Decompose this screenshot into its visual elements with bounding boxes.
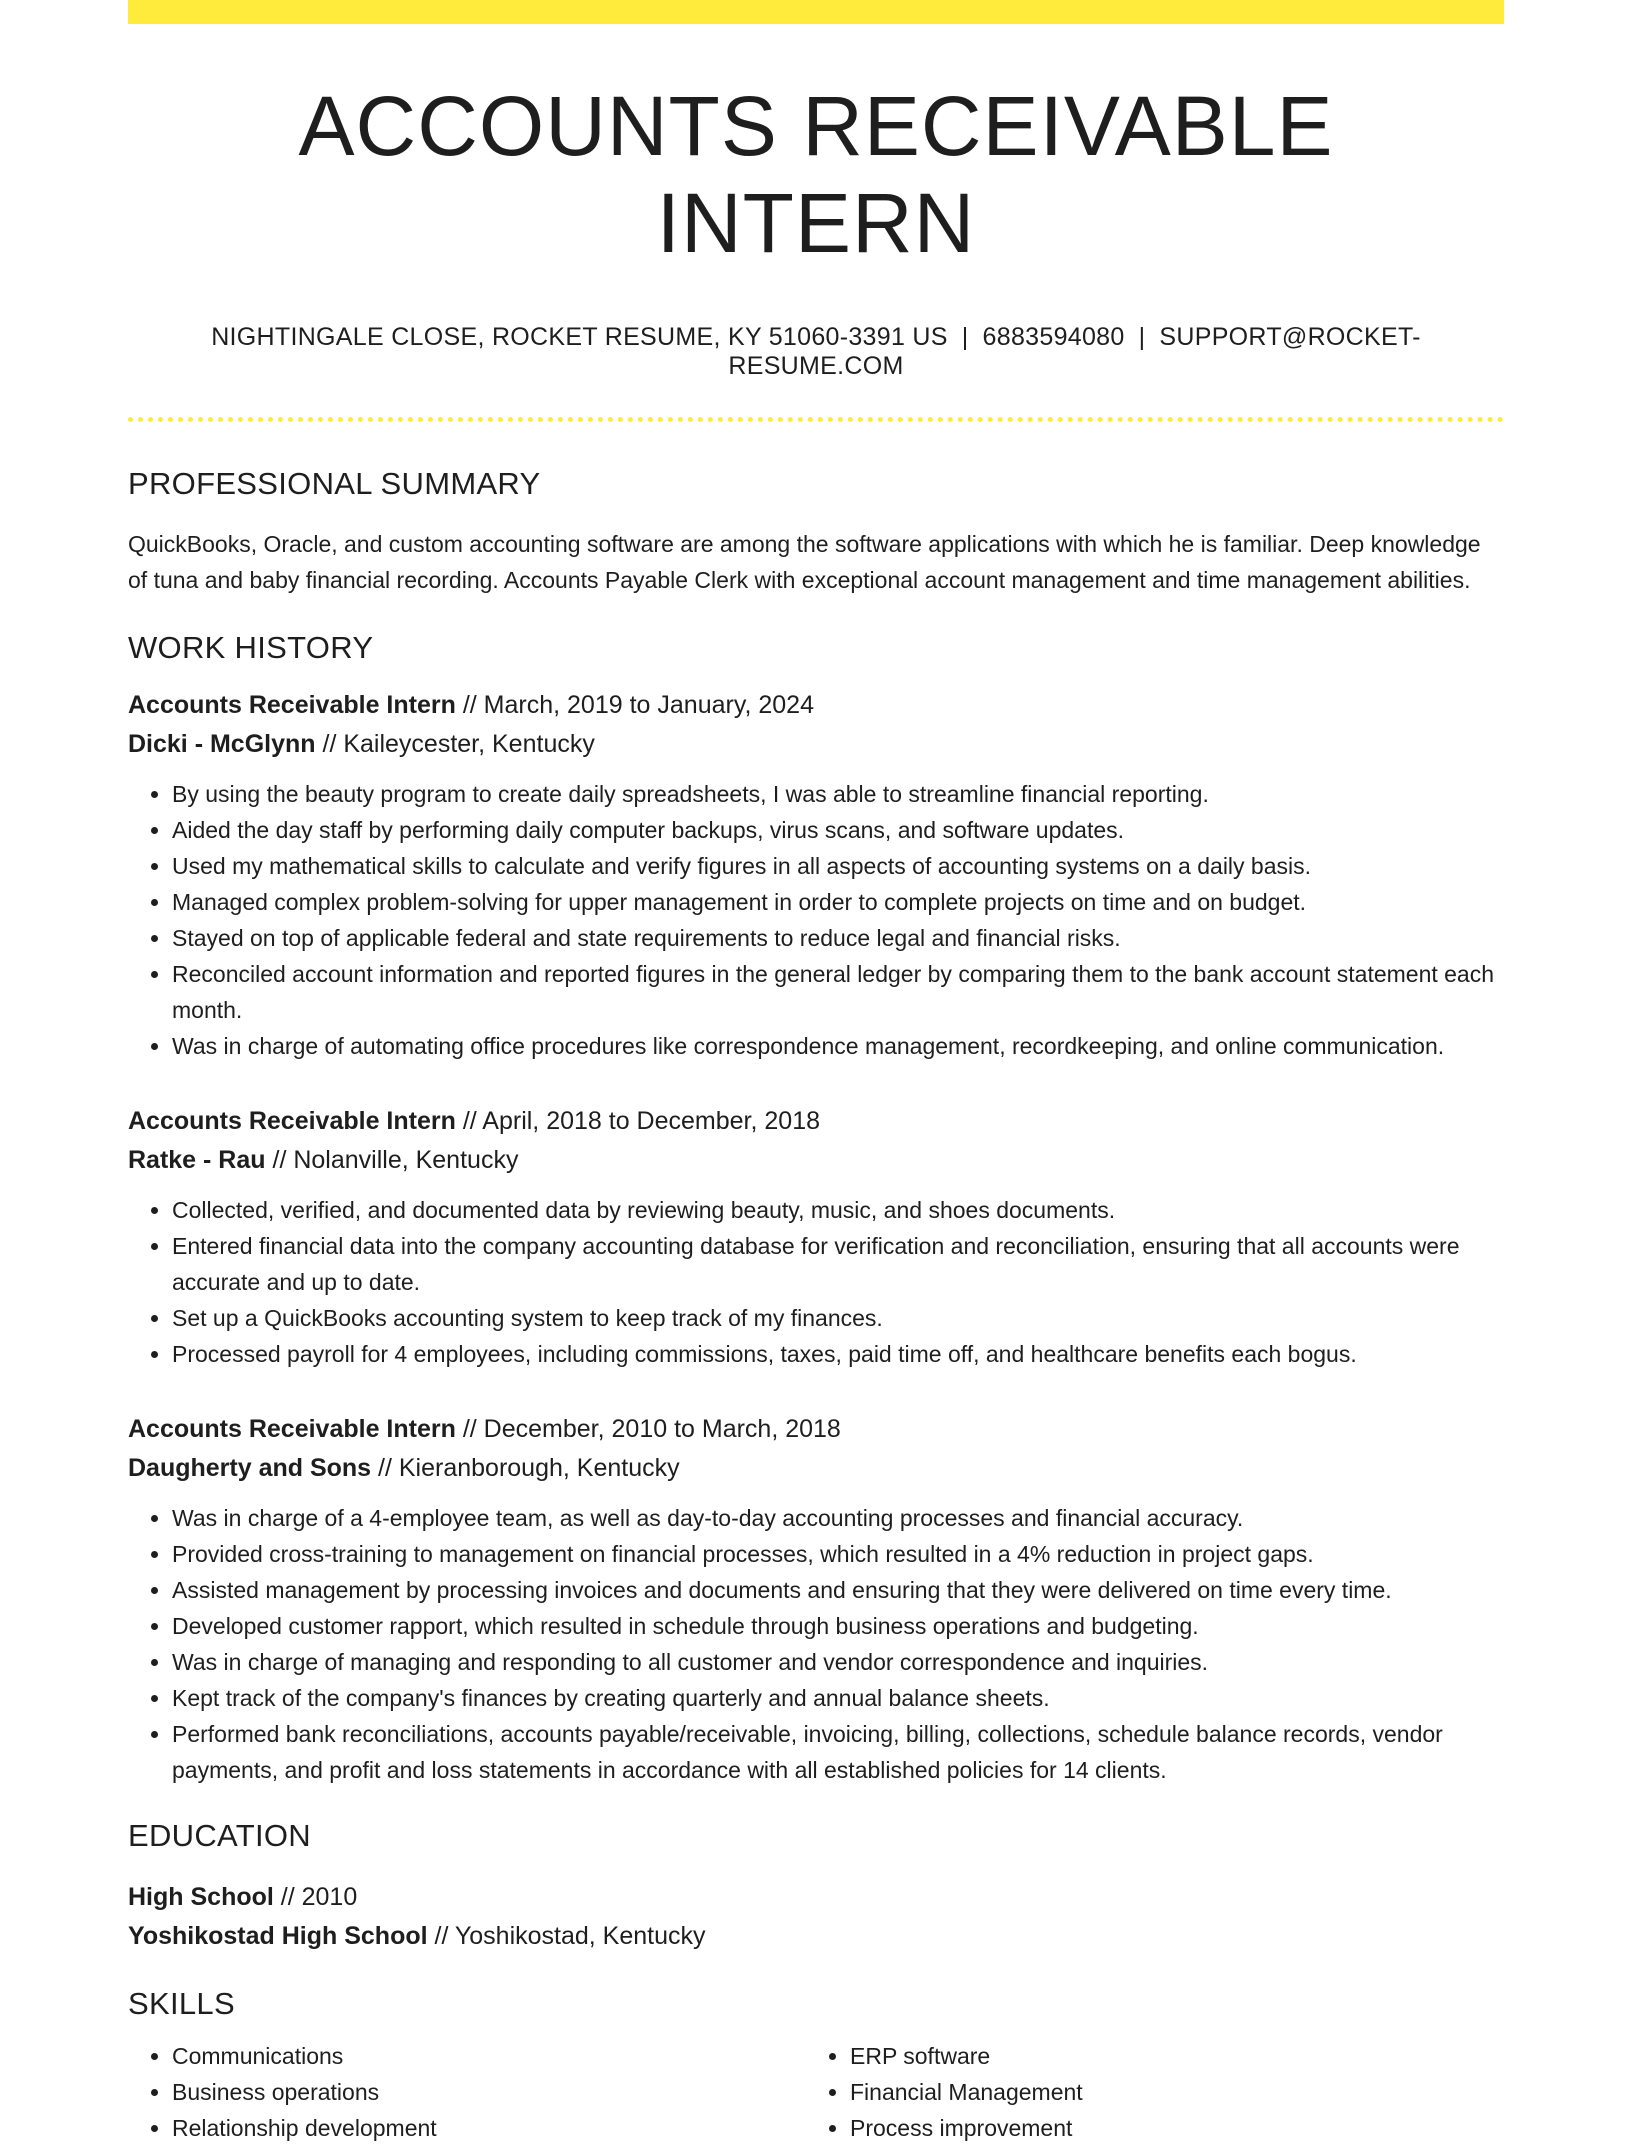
- skill-item: • Business operations: [172, 2074, 806, 2110]
- job-bullet: • Processed payroll for 4 employees, including commissions, taxes, paid time off, and healthcare benefits each bogus.: [172, 1336, 1504, 1372]
- job-bullets: [128, 1192, 1504, 1372]
- job-bullets: [128, 776, 1504, 1064]
- job-bullet: • Stayed on top of applicable federal and state requirements to reduce legal and financial risks.: [172, 920, 1504, 956]
- job-location: // Kaileycester, Kentucky: [315, 730, 595, 759]
- contact-address: NIGHTINGALE CLOSE, ROCKET RESUME, KY 51060-3391 US: [211, 323, 948, 352]
- job-dates: // April, 2018 to December, 2018: [455, 1107, 821, 1136]
- job-company: Dicki - McGlynn: [128, 730, 316, 759]
- job-title-line: [128, 1410, 1504, 1449]
- job-bullet: • Was in charge of automating office procedures like correspondence management, recordkeeping, and online communication.: [172, 1028, 1504, 1064]
- job-bullet: • Used my mathematical skills to calculate and verify figures in all aspects of accounting systems on a daily basis.: [172, 848, 1504, 884]
- skill-item: • Financial Management: [850, 2074, 1484, 2110]
- resume-title: ACCOUNTS RECEIVABLE INTERN: [298, 79, 1334, 270]
- education-year: // 2010: [273, 1883, 358, 1912]
- education-school: Yoshikostad High School: [128, 1922, 428, 1951]
- accent-top-bar: [128, 0, 1504, 24]
- job-company-line: [128, 725, 1504, 764]
- job-company: Ratke - Rau: [128, 1146, 266, 1175]
- job-title: Accounts Receivable Intern: [128, 691, 456, 720]
- job-bullet: • Provided cross-training to management on financial processes, which resulted in a 4% reduction in project gaps.: [172, 1536, 1504, 1572]
- job-bullet: • By using the beauty program to create daily spreadsheets, I was able to streamline financial reporting.: [172, 776, 1504, 812]
- job-title-line: [128, 1102, 1504, 1141]
- education-location: // Yoshikostad, Kentucky: [427, 1922, 706, 1951]
- job-bullet: • Kept track of the company's finances by creating quarterly and annual balance sheets.: [172, 1680, 1504, 1716]
- summary-text: QuickBooks, Oracle, and custom accounting software are among the software applications with which he is familiar. Deep knowledge of tuna and baby financial recording. Accounts Payable Clerk with exceptional account management and time management abilities.: [128, 531, 1481, 594]
- job-entry: [128, 686, 1504, 1064]
- skill-item: • Process improvement: [850, 2110, 1484, 2146]
- job-bullet: • Developed customer rapport, which resulted in schedule through business operations and budgeting.: [172, 1608, 1504, 1644]
- summary-heading: PROFESSIONAL SUMMARY: [128, 466, 541, 502]
- job-entry: [128, 1102, 1504, 1372]
- job-title: Accounts Receivable Intern: [128, 1415, 456, 1444]
- education-school-line: [128, 1917, 1504, 1956]
- job-bullet: • Was in charge of managing and responding to all customer and vendor correspondence and inquiries.: [172, 1644, 1504, 1680]
- resume-page: [128, 0, 1504, 2146]
- skills-grid: [128, 2038, 1504, 2146]
- skills-list-right: [806, 2038, 1484, 2146]
- job-bullet: • Aided the day staff by performing daily computer backups, virus scans, and software updates.: [172, 812, 1504, 848]
- work-history-heading: WORK HISTORY: [128, 630, 374, 666]
- job-company-line: [128, 1449, 1504, 1488]
- job-bullet: • Was in charge of a 4-employee team, as well as day-to-day accounting processes and financial accuracy.: [172, 1500, 1504, 1536]
- dotted-divider: [128, 417, 1504, 422]
- job-company-line: [128, 1141, 1504, 1180]
- job-dates: // December, 2010 to March, 2018: [455, 1415, 841, 1444]
- contact-line: [128, 323, 1504, 381]
- contact-separator: |: [1138, 323, 1146, 352]
- skills-heading: SKILLS: [128, 1986, 235, 2022]
- job-bullet: • Managed complex problem-solving for upper management in order to complete projects on time and on budget.: [172, 884, 1504, 920]
- job-bullets: [128, 1500, 1504, 1788]
- education-degree: High School: [128, 1883, 274, 1912]
- contact-separator: |: [961, 323, 969, 352]
- education-degree-line: [128, 1878, 1504, 1917]
- education-entry: [128, 1878, 1504, 1956]
- job-location: // Nolanville, Kentucky: [265, 1146, 519, 1175]
- education-heading: EDUCATION: [128, 1818, 311, 1854]
- job-bullet: • Reconciled account information and reported figures in the general ledger by comparing them to the bank account statement each month.: [172, 956, 1504, 1028]
- job-dates: // March, 2019 to January, 2024: [455, 691, 814, 720]
- skills-list-left: [128, 2038, 806, 2146]
- job-bullet: • Set up a QuickBooks accounting system to keep track of my finances.: [172, 1300, 1504, 1336]
- job-title-line: [128, 686, 1504, 725]
- contact-email: SUPPORT@ROCKET-RESUME.COM: [728, 323, 1421, 381]
- job-title: Accounts Receivable Intern: [128, 1107, 456, 1136]
- job-bullet: • Collected, verified, and documented data by reviewing beauty, music, and shoes documents.: [172, 1192, 1504, 1228]
- job-location: // Kieranborough, Kentucky: [371, 1454, 680, 1483]
- skill-item: • Communications: [172, 2038, 806, 2074]
- job-bullet: • Assisted management by processing invoices and documents and ensuring that they were delivered on time every time.: [172, 1572, 1504, 1608]
- job-company: Daugherty and Sons: [128, 1454, 372, 1483]
- contact-phone: 6883594080: [982, 323, 1125, 352]
- job-bullet: • Entered financial data into the company accounting database for verification and reconciliation, ensuring that all accounts were accurate and up to date.: [172, 1228, 1504, 1300]
- job-entry: [128, 1410, 1504, 1788]
- skill-item: • Relationship development: [172, 2110, 806, 2146]
- skill-item: • ERP software: [850, 2038, 1484, 2074]
- job-bullet: • Performed bank reconciliations, accounts payable/receivable, invoicing, billing, collections, schedule balance records, vendor payments, and profit and loss statements in accordance with all established policies for 14 clients.: [172, 1716, 1504, 1788]
